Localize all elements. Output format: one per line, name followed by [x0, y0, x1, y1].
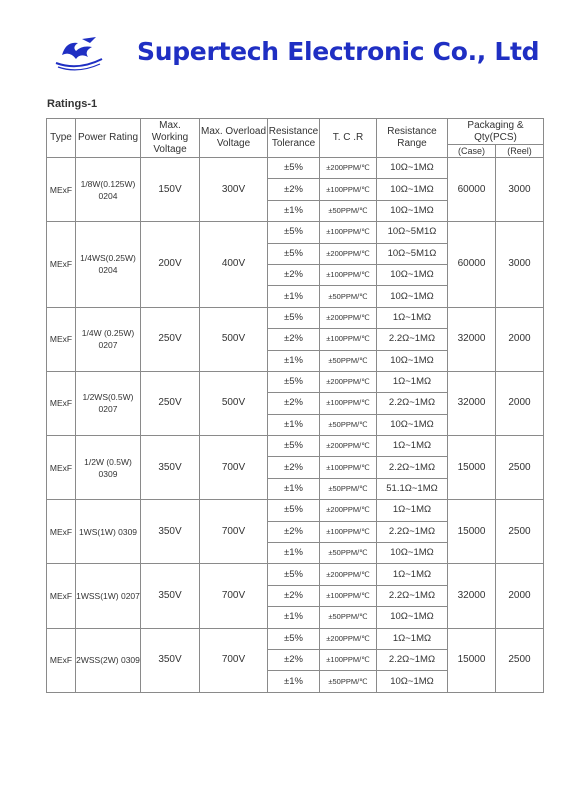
- cell-resistance-range: 10Ω~1MΩ: [377, 200, 448, 221]
- header-resistance-tolerance: Resistance Tolerance: [268, 119, 320, 158]
- cell-overload-voltage: 400V: [200, 222, 268, 308]
- cell-overload-voltage: 700V: [200, 628, 268, 692]
- table-row: [47, 436, 544, 457]
- cell-reel-qty: 2000: [496, 564, 544, 628]
- cell-tolerance: ±5%: [268, 158, 320, 179]
- cell-resistance-range: 10Ω~1MΩ: [377, 264, 448, 285]
- cell-resistance-range: 2.2Ω~1MΩ: [377, 329, 448, 350]
- cell-tolerance: ±5%: [268, 222, 320, 243]
- cell-tcr: ±200PPM/℃: [320, 371, 377, 392]
- cell-type: MExF: [47, 628, 76, 692]
- cell-overload-voltage: 700V: [200, 436, 268, 500]
- cell-resistance-range: 10Ω~5M1Ω: [377, 243, 448, 264]
- cell-tcr: ±100PPM/℃: [320, 585, 377, 606]
- cell-reel-qty: 2500: [496, 436, 544, 500]
- cell-tcr: ±200PPM/℃: [320, 307, 377, 328]
- cell-resistance-range: 1Ω~1MΩ: [377, 628, 448, 649]
- header-max-working-voltage: Max. Working Voltage: [141, 119, 200, 158]
- table-row: [47, 500, 544, 521]
- cell-tcr: ±100PPM/℃: [320, 179, 377, 200]
- cell-resistance-range: 10Ω~1MΩ: [377, 543, 448, 564]
- cell-case-qty: 15000: [448, 628, 496, 692]
- table-row: [47, 371, 544, 392]
- cell-overload-voltage: 300V: [200, 158, 268, 222]
- cell-resistance-range: 10Ω~1MΩ: [377, 286, 448, 307]
- cell-power-rating: 1WS(1W) 0309: [76, 500, 141, 564]
- cell-working-voltage: 250V: [141, 371, 200, 435]
- table-row: [47, 307, 544, 328]
- cell-tolerance: ±5%: [268, 628, 320, 649]
- cell-reel-qty: 2500: [496, 628, 544, 692]
- cell-working-voltage: 250V: [141, 307, 200, 371]
- cell-case-qty: 32000: [448, 564, 496, 628]
- cell-power-rating: 2WSS(2W) 0309: [76, 628, 141, 692]
- cell-tcr: ±100PPM/℃: [320, 457, 377, 478]
- cell-working-voltage: 150V: [141, 158, 200, 222]
- cell-tcr: ±50PPM/℃: [320, 671, 377, 692]
- page-header: [0, 0, 566, 90]
- cell-type: MExF: [47, 371, 76, 435]
- table-row: [47, 222, 544, 243]
- cell-tolerance: ±1%: [268, 543, 320, 564]
- header-packaging: Packaging & Qty(PCS): [448, 119, 544, 145]
- cell-case-qty: 60000: [448, 158, 496, 222]
- cell-tcr: ±50PPM/℃: [320, 286, 377, 307]
- cell-tolerance: ±5%: [268, 307, 320, 328]
- cell-tolerance: ±1%: [268, 607, 320, 628]
- cell-tcr: ±100PPM/℃: [320, 649, 377, 670]
- cell-resistance-range: 1Ω~1MΩ: [377, 500, 448, 521]
- cell-tcr: ±100PPM/℃: [320, 264, 377, 285]
- cell-tcr: ±50PPM/℃: [320, 478, 377, 499]
- cell-case-qty: 32000: [448, 371, 496, 435]
- cell-tcr: ±200PPM/℃: [320, 564, 377, 585]
- company-logo-icon: [52, 33, 104, 73]
- header-reel: (Reel): [496, 145, 544, 158]
- cell-tcr: ±100PPM/℃: [320, 521, 377, 542]
- cell-tolerance: ±5%: [268, 500, 320, 521]
- cell-resistance-range: 10Ω~1MΩ: [377, 607, 448, 628]
- cell-resistance-range: 2.2Ω~1MΩ: [377, 393, 448, 414]
- cell-tolerance: ±1%: [268, 671, 320, 692]
- cell-working-voltage: 350V: [141, 564, 200, 628]
- cell-power-rating: 1/4W (0.25W) 0207: [76, 307, 141, 371]
- cell-reel-qty: 2500: [496, 500, 544, 564]
- cell-tcr: ±200PPM/℃: [320, 436, 377, 457]
- table-row: [47, 158, 544, 179]
- cell-tolerance: ±5%: [268, 243, 320, 264]
- cell-case-qty: 60000: [448, 222, 496, 308]
- company-name: Supertech Electronic Co., Ltd: [137, 37, 540, 66]
- ratings-table: [46, 118, 544, 693]
- cell-type: MExF: [47, 500, 76, 564]
- header-power-rating: Power Rating: [76, 119, 141, 158]
- cell-tolerance: ±2%: [268, 585, 320, 606]
- cell-type: MExF: [47, 436, 76, 500]
- cell-resistance-range: 1Ω~1MΩ: [377, 564, 448, 585]
- cell-overload-voltage: 500V: [200, 371, 268, 435]
- cell-power-rating: 1/2WS(0.5W) 0207: [76, 371, 141, 435]
- cell-tolerance: ±2%: [268, 649, 320, 670]
- cell-tcr: ±50PPM/℃: [320, 200, 377, 221]
- cell-tcr: ±50PPM/℃: [320, 607, 377, 628]
- header-case: (Case): [448, 145, 496, 158]
- cell-resistance-range: 10Ω~5M1Ω: [377, 222, 448, 243]
- cell-resistance-range: 51.1Ω~1MΩ: [377, 478, 448, 499]
- cell-tolerance: ±5%: [268, 564, 320, 585]
- cell-resistance-range: 10Ω~1MΩ: [377, 179, 448, 200]
- cell-tolerance: ±2%: [268, 521, 320, 542]
- cell-resistance-range: 10Ω~1MΩ: [377, 350, 448, 371]
- cell-reel-qty: 2000: [496, 371, 544, 435]
- cell-tolerance: ±2%: [268, 329, 320, 350]
- cell-resistance-range: 2.2Ω~1MΩ: [377, 521, 448, 542]
- cell-tolerance: ±2%: [268, 457, 320, 478]
- section-title: Ratings-1: [47, 98, 98, 110]
- header-resistance-range: Resistance Range: [377, 119, 448, 158]
- cell-tcr: ±50PPM/℃: [320, 414, 377, 435]
- cell-power-rating: 1WSS(1W) 0207: [76, 564, 141, 628]
- cell-case-qty: 15000: [448, 436, 496, 500]
- cell-case-qty: 15000: [448, 500, 496, 564]
- cell-type: MExF: [47, 564, 76, 628]
- ratings-table-body: [47, 158, 544, 693]
- table-row: [47, 564, 544, 585]
- cell-working-voltage: 350V: [141, 500, 200, 564]
- header-tcr: T. C .R: [320, 119, 377, 158]
- cell-tolerance: ±2%: [268, 393, 320, 414]
- cell-resistance-range: 2.2Ω~1MΩ: [377, 649, 448, 670]
- header-max-overload-voltage: Max. Overload Voltage: [200, 119, 268, 158]
- cell-resistance-range: 2.2Ω~1MΩ: [377, 585, 448, 606]
- header-type: Type: [47, 119, 76, 158]
- cell-tcr: ±100PPM/℃: [320, 393, 377, 414]
- cell-power-rating: 1/2W (0.5W) 0309: [76, 436, 141, 500]
- cell-case-qty: 32000: [448, 307, 496, 371]
- cell-tolerance: ±5%: [268, 371, 320, 392]
- cell-tolerance: ±1%: [268, 200, 320, 221]
- cell-resistance-range: 1Ω~1MΩ: [377, 307, 448, 328]
- cell-resistance-range: 1Ω~1MΩ: [377, 371, 448, 392]
- cell-type: MExF: [47, 158, 76, 222]
- cell-resistance-range: 10Ω~1MΩ: [377, 671, 448, 692]
- cell-tolerance: ±2%: [268, 264, 320, 285]
- cell-resistance-range: 1Ω~1MΩ: [377, 436, 448, 457]
- cell-type: MExF: [47, 307, 76, 371]
- cell-resistance-range: 2.2Ω~1MΩ: [377, 457, 448, 478]
- cell-working-voltage: 350V: [141, 628, 200, 692]
- cell-resistance-range: 10Ω~1MΩ: [377, 414, 448, 435]
- cell-tolerance: ±2%: [268, 179, 320, 200]
- table-row: [47, 628, 544, 649]
- cell-tolerance: ±1%: [268, 350, 320, 371]
- cell-tcr: ±100PPM/℃: [320, 329, 377, 350]
- cell-tolerance: ±5%: [268, 436, 320, 457]
- cell-tolerance: ±1%: [268, 478, 320, 499]
- cell-tcr: ±200PPM/℃: [320, 500, 377, 521]
- cell-tcr: ±50PPM/℃: [320, 543, 377, 564]
- cell-type: MExF: [47, 222, 76, 308]
- cell-tcr: ±100PPM/℃: [320, 222, 377, 243]
- cell-reel-qty: 3000: [496, 222, 544, 308]
- cell-power-rating: 1/8W(0.125W) 0204: [76, 158, 141, 222]
- cell-tolerance: ±1%: [268, 286, 320, 307]
- cell-reel-qty: 3000: [496, 158, 544, 222]
- cell-tcr: ±200PPM/℃: [320, 243, 377, 264]
- cell-tcr: ±200PPM/℃: [320, 628, 377, 649]
- cell-reel-qty: 2000: [496, 307, 544, 371]
- cell-working-voltage: 200V: [141, 222, 200, 308]
- cell-tcr: ±50PPM/℃: [320, 350, 377, 371]
- cell-resistance-range: 10Ω~1MΩ: [377, 158, 448, 179]
- cell-power-rating: 1/4WS(0.25W) 0204: [76, 222, 141, 308]
- cell-tolerance: ±1%: [268, 414, 320, 435]
- cell-tcr: ±200PPM/℃: [320, 158, 377, 179]
- cell-overload-voltage: 500V: [200, 307, 268, 371]
- cell-overload-voltage: 700V: [200, 564, 268, 628]
- cell-working-voltage: 350V: [141, 436, 200, 500]
- cell-overload-voltage: 700V: [200, 500, 268, 564]
